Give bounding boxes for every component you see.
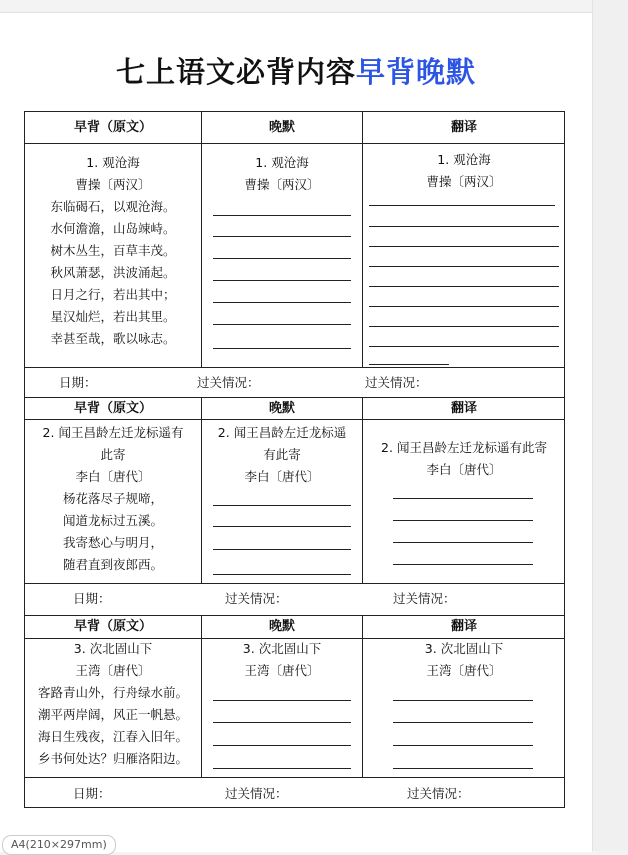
blank-line[interactable]: [369, 306, 559, 307]
poem-author: 王湾〔唐代〕: [75, 663, 151, 678]
blank-line[interactable]: [393, 564, 533, 565]
poem-author: 李白〔唐代〕: [426, 462, 502, 477]
row-divider: [25, 583, 564, 584]
poem-line: 随君直到夜郎西。: [62, 557, 163, 572]
date-label: 日期：: [73, 591, 111, 606]
poem-author: 王湾〔唐代〕: [244, 663, 320, 678]
poem-title: 3. 次北固山下: [73, 641, 153, 656]
header-recite: 早背（原文）: [73, 120, 152, 135]
blank-line[interactable]: [213, 215, 351, 216]
poem-title: 2. 闻王昌龄左迁龙标遥有此寄: [381, 440, 547, 455]
row-divider: [25, 367, 564, 368]
translation-heading: [363, 638, 565, 682]
poem-title: 3. 次北固山下: [424, 641, 504, 656]
blank-line[interactable]: [213, 236, 351, 237]
date-label: 日期：: [59, 375, 97, 390]
blank-line[interactable]: [393, 745, 533, 746]
poem-line: 杨花落尽子规啼，: [62, 491, 163, 506]
header-recite: 早背（原文）: [73, 619, 152, 634]
blank-line[interactable]: [393, 498, 533, 499]
status-label: 过关情况：: [225, 786, 288, 801]
blank-line[interactable]: [369, 266, 559, 267]
poem-title-cont: 有此寄: [263, 447, 301, 462]
poem-title: 3. 次北固山下: [242, 641, 322, 656]
status-label: 过关情况：: [225, 591, 288, 606]
row-divider: [25, 419, 564, 420]
poem-title: 1. 观沧海: [86, 155, 140, 170]
poem-line: 海日生残夜，江春入旧年。: [37, 729, 188, 744]
blank-line[interactable]: [213, 324, 351, 325]
blank-line[interactable]: [393, 700, 533, 701]
header-recite: 早背（原文）: [73, 401, 152, 416]
paper-size-indicator[interactable]: A4(210×297mm): [2, 835, 116, 855]
poem-author: 王湾〔唐代〕: [426, 663, 502, 678]
poem-line: 幸甚至哉，歌以咏志。: [50, 331, 176, 346]
poem-title: 1. 观沧海: [255, 155, 309, 170]
poem-line: 客路青山外，行舟绿水前。: [37, 685, 188, 700]
row-divider: [25, 777, 564, 778]
poem-line: 闻道龙标过五溪。: [62, 513, 163, 528]
poem-original: [25, 152, 201, 350]
blank-line[interactable]: [213, 574, 351, 575]
blank-line[interactable]: [369, 326, 559, 327]
poem-author: 曹操〔两汉〕: [244, 177, 320, 192]
poem-author: 李白〔唐代〕: [244, 469, 320, 484]
poem-line: 星汉灿烂，若出其里。: [50, 309, 176, 324]
status-label: 过关情况：: [365, 375, 428, 390]
blank-line[interactable]: [213, 280, 351, 281]
blank-line[interactable]: [213, 745, 351, 746]
blank-line[interactable]: [213, 722, 351, 723]
header-dictation: 晚默: [268, 401, 295, 416]
poem-title: 1. 观沧海: [437, 152, 491, 167]
poem-line: 东临碣石，以观沧海。: [50, 199, 176, 214]
blank-line[interactable]: [393, 722, 533, 723]
poem-title: 2. 闻王昌龄左迁龙标遥有: [42, 425, 184, 440]
blank-line[interactable]: [393, 520, 533, 521]
blank-line[interactable]: [369, 364, 449, 365]
header-translation: 翻译: [450, 619, 477, 634]
translation-heading: [363, 149, 565, 193]
blank-line[interactable]: [369, 205, 555, 206]
poem-line: 水何澹澹，山岛竦峙。: [50, 221, 176, 236]
dictation-heading: [202, 152, 362, 196]
poem-original: [25, 422, 201, 576]
header-dictation: 晚默: [268, 120, 295, 135]
blank-line[interactable]: [369, 346, 559, 347]
status-label: 过关情况：: [197, 375, 260, 390]
blank-line[interactable]: [369, 226, 559, 227]
poem-line: 秋风萧瑟，洪波涌起。: [50, 265, 176, 280]
blank-line[interactable]: [213, 258, 351, 259]
blank-line[interactable]: [213, 768, 351, 769]
date-label: 日期：: [73, 786, 111, 801]
poem-title-cont: 此寄: [100, 447, 126, 462]
blank-line[interactable]: [393, 542, 533, 543]
poem-line: 潮平两岸阔，风正一帆悬。: [37, 707, 188, 722]
scroll-gutter[interactable]: [592, 0, 628, 851]
col-divider: [201, 112, 202, 367]
translation-heading: [363, 437, 565, 481]
poem-author: 李白〔唐代〕: [75, 469, 151, 484]
blank-line[interactable]: [369, 246, 559, 247]
title-main: 七上语文必背内容: [115, 55, 356, 89]
poem-line: 乡书何处达？归雁洛阳边。: [37, 751, 188, 766]
blank-line[interactable]: [213, 700, 351, 701]
row-divider: [25, 397, 564, 398]
blank-line[interactable]: [213, 505, 351, 506]
header-translation: 翻译: [450, 120, 477, 135]
blank-line[interactable]: [213, 348, 351, 349]
poem-line: 树木丛生，百草丰茂。: [50, 243, 176, 258]
poem-line: 我寄愁心与明月，: [62, 535, 163, 550]
poem-title: 2. 闻王昌龄左迁龙标遥: [217, 425, 347, 440]
row-divider: [25, 143, 564, 144]
blank-line[interactable]: [369, 286, 559, 287]
col-divider: [362, 397, 363, 583]
status-label: 过关情况：: [407, 786, 470, 801]
recitation-table: [24, 111, 565, 808]
blank-line[interactable]: [213, 302, 351, 303]
poem-author: 曹操〔两汉〕: [426, 174, 502, 189]
blank-line[interactable]: [393, 768, 533, 769]
dictation-heading: [202, 422, 362, 488]
poem-original: [25, 638, 201, 770]
document-title: [0, 52, 592, 92]
header-dictation: 晚默: [268, 619, 295, 634]
header-translation: 翻译: [450, 401, 477, 416]
poem-line: 日月之行，若出其中；: [50, 287, 176, 302]
dictation-heading: [202, 638, 362, 682]
row-divider: [25, 615, 564, 616]
blank-line[interactable]: [213, 526, 351, 527]
status-label: 过关情况：: [393, 591, 456, 606]
poem-author: 曹操〔两汉〕: [75, 177, 151, 192]
blank-line[interactable]: [213, 549, 351, 550]
title-highlight: 早背晚默: [356, 55, 477, 89]
